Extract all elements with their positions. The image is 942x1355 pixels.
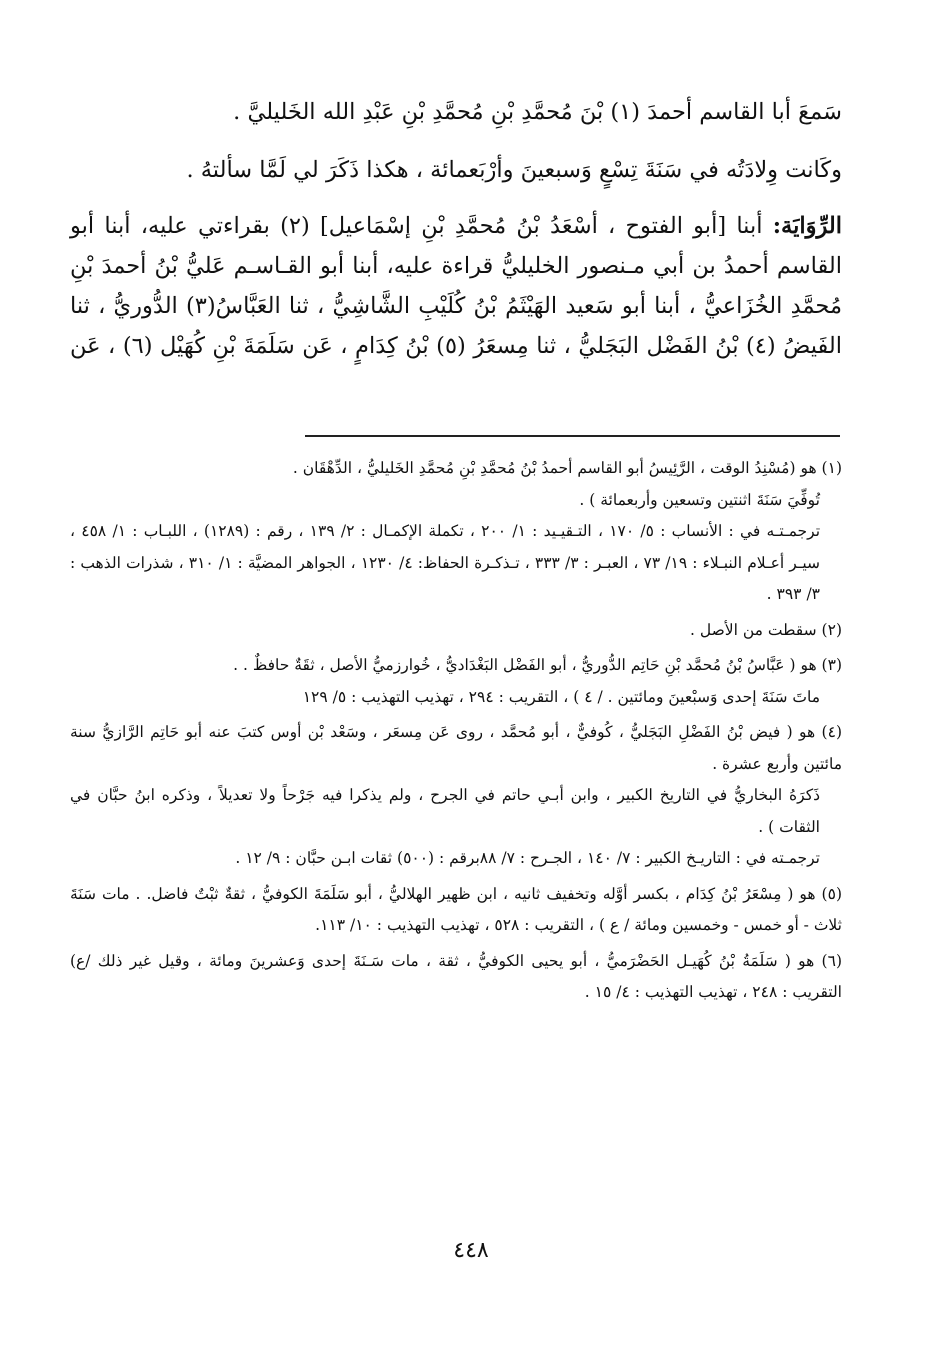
footnote-line: تُوفِّيَ سَنَةَ اثنتين وتسعين وأربعمائة ) . bbox=[579, 490, 820, 509]
footnote-line: ترجمـته في : التاريـخ الكبير : ٧/ ١٤٠ ، الجـرح : ٧/ ٨٨برقم : (٥٠٠) ثقات ابـن حبَّان : ٩/ ١٢ . bbox=[235, 849, 820, 867]
footnote-line: (٢) سقطت من الأصل . bbox=[690, 620, 842, 639]
main-line-1: سَمعَ أبا القاسم أحمدَ (١) بْنَ مُحمَّدِ بْنِ مُحمَّدِ بْنِ عَبْدِ الله الخَليليَّ . bbox=[233, 99, 842, 125]
riwaya-paragraph bbox=[70, 206, 842, 366]
footnote-3 bbox=[70, 650, 842, 713]
footnote-line: (٦) هو ( سَلَمَةُ بْنُ كُهَيـل الحَضْرَميُّ ، أبو يحيى الكوفيُّ ، ثقة ، مات سَـنَةَ إحدى وَعشرينَ ومائة ، وقيل غير ذلك /ع) التقريب : ٢٤٨ ، تهذيب التهذيب : ٤/ ١٥ . bbox=[70, 951, 842, 1001]
main-text bbox=[70, 92, 842, 366]
footnote-line: (١) هو (مُسْنِدُ الوقت ، الرَّئِيسُ أبو القاسم أحمدُ بْنُ مُحمَّدِ بْنِ مُحمَّدِ الخَليليُّ ، الدِّهْقَان . bbox=[292, 459, 842, 477]
page-number: ٤٤٨ bbox=[453, 1238, 489, 1263]
footnote-separator bbox=[305, 435, 840, 437]
footnote-4 bbox=[70, 717, 842, 875]
footnote-2 bbox=[70, 615, 842, 647]
riwaya-label: الرِّوَايَة: bbox=[772, 213, 842, 239]
footnote-line: ذَكرَهُ البخاريُّ في التاريخ الكبير ، وابن أبـي حاتم في الجرح ، ولم يذكرا فيه جَرْحاً ولا تعديلاً ، وذكره ابنُ حبَّان في الثقات ) . bbox=[70, 786, 820, 836]
footnote-line: (٣) هو ( عَبَّاسُ بْنُ مُحمَّد بْنِ حَاتِم الدُّوريُّ ، أبو الفَضْل البَغْدَاديُّ ، خُوارزميُّ الأصل ، ثقَةٌ حافظٌ . . bbox=[233, 656, 842, 674]
riwaya-text: أبنا [أبو الفتوح ، أسْعَدُ بْنُ مُحمَّدِ بْنِ إسْمَاعيل] (٢) بقراءتي عليه، أبنا أبو القاسم أحمدُ بن أبي مـنصور الخليليُّ قراءة عليه، أبنا أبو القـاسـم عَليُّ بْنُ أحمدَ بْنِ مُحمَّدِ الخُزَاعيُّ ، أبنا أبو سَعيد الهَيْثَمُ بْنُ كُلَيْبِ الشَّاشِيُّ ، ثنا العَبَّاسُ(٣) الدُّوريُّ ، ثنا الفَيضُ (٤) بْنُ الفَضْل البَجَليُّ ، ثنا مِسعَرُ (٥) بْنُ كِدَامٍ ، عَن سَلَمَةَ بْنِ كُهَيْل (٦) ، عَن bbox=[70, 213, 842, 359]
footnote-1 bbox=[70, 453, 842, 611]
footnote-line: (٥) هو ( مِسْعَرُ بْنُ كِدَام ، بكسر أوَّله وتخفيف ثانيه ، ابن ظهير الهلاليُّ ، أبو سَلَمَةَ الكوفيُّ ، ثقةٌ ثبْتٌ فاضل. . مات سَنَةَ ثلاث - أو خمس - وخمسين ومائة / ع ) ، التقريب : ٥٢٨ ، تهذيب التهذيب : ١٠/ ١١٣. bbox=[70, 884, 842, 934]
footnotes bbox=[70, 453, 842, 1013]
footnote-line: ترجمـتـه في : الأنساب : ٥/ ١٧٠ ، التـقيـيد : ١/ ٢٠٠ ، تكملة الإكمـال : ٢/ ١٣٩ ، رقم : (١٢٨٩) ، اللبـاب : ١/ ٤٥٨ ، سيـر أعـلام النبـلاء : ١٩/ ٧٣ ، العبـر : ٣/ ٣٣٣ ، تـذكـرة الحفاظ: ٤/ ١٢٣٠ ، الجواهر المضيَّة : ١/ ٣١٠ ، شذرات الذهب : ٣/ ٣٩٣ . bbox=[70, 522, 821, 603]
footnote-6 bbox=[70, 946, 842, 1009]
footnote-line: (٤) هو ( فيض بْنُ الفَضْلِ البَجَليُّ ، كُوفيٌّ ، أبو مُحمَّد ، روى عَن مِسعَر ، وسَعْد بْن أوس كتبَ عنه أبو حَاتِم الرَّازيُّ سنة مائتين وأربع عشرة . bbox=[70, 723, 842, 773]
footnote-line: ماتَ سَنَةَ إحدى وَسبْعينَ ومائتين . / ٤ ) ، التقريب : ٢٩٤ ، تهذيب التهذيب : ٥/ ١٢٩ bbox=[302, 687, 820, 706]
footnote-5 bbox=[70, 879, 842, 942]
main-line-2: وكَانت وِلادَتُه في سَنَةَ تِسْعٍ وَسبعينَ وأرْبَعمائة ، هكذا ذَكَرَ لي لَمَّا سألتهُ . bbox=[186, 157, 842, 183]
